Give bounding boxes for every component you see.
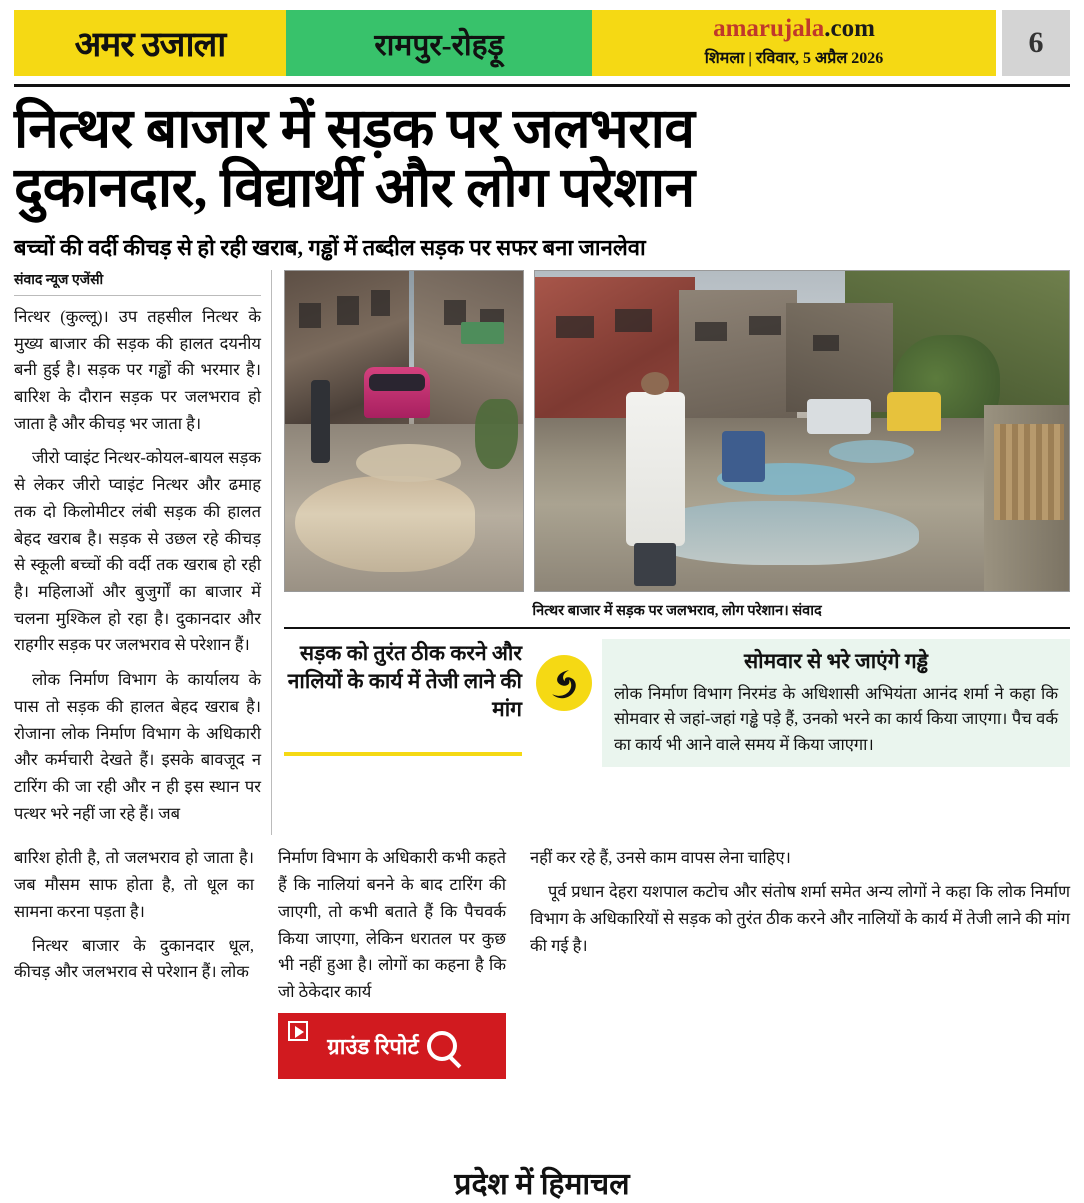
headline-line-2: दुकानदार, विद्यार्थी और लोग परेशान (14, 157, 695, 219)
lead-column (14, 270, 272, 836)
masthead-logo-text: अमर उजाला (74, 24, 226, 64)
demand-callout (284, 639, 536, 768)
masthead-edition-text: रामपुर-रोहड़ू (374, 28, 504, 62)
official-statement-heading: सोमवार से भरे जाएंगे गड्ढे (743, 648, 929, 673)
masthead-edition (286, 10, 592, 76)
lead-paragraph: नित्थर (कुल्लू)। उप तहसील नित्थर के मुख्य बाजार की सड़क की हालत दयनीय बनी हुई है। सड़क पर गड्ढों की भरमार है। बारिश के दौरान सड़क पर जलभराव हो जाता है और कीचड़ भर जाता है। (14, 306, 261, 433)
demand-underline (284, 752, 522, 756)
bottom-strip-text: प्रदेश में हिमाचल (454, 1168, 630, 1201)
lower-paragraph: बारिश होती है, तो जलभराव हो जाता है। जब मौसम साफ होता है, तो धूल का सामना करना पड़ता है। (14, 848, 254, 921)
main-content (14, 270, 1070, 836)
site-name-text: amarujala (713, 15, 825, 43)
official-statement-text: लोक निर्माण विभाग निरमंड के अधिशासी अभियंता आनंद शर्मा ने कहा कि सोमवार से जहां-जहां गड्ढे पड़े हैं, उनको भरने का कार्य किया जाएगा। पैच वर्क का कार्य भी आने वाले समय में किया जाएगा। (614, 683, 1058, 754)
bottom-strip (14, 1162, 1070, 1201)
page-title (14, 99, 1070, 218)
ground-report-badge[interactable] (278, 1013, 506, 1079)
photo-group (284, 270, 1070, 592)
feature-row (284, 639, 1070, 768)
lower-paragraph: पूर्व प्रधान देहरा यशपाल कटोच और संतोष शर्मा समेत अन्य लोगों ने कहा कि लोक निर्माण विभाग के अधिकारियों से सड़क को तुरंत ठीक करने और नालियों के कार्य में तेजी लाने की मांग की गई है। (530, 882, 1070, 955)
page-number: 6 (1028, 26, 1044, 59)
page-number-box (1002, 10, 1070, 76)
play-icon (288, 1021, 308, 1041)
lower-column-right (518, 845, 1070, 1086)
demand-heading: सड़क को तुरंत ठीक करने और नालियों के कार्य में तेजी लाने की मांग (287, 640, 522, 722)
lower-column-left (14, 845, 266, 1086)
masthead-website-block (592, 10, 996, 76)
photo-street-with-pedestrian (534, 270, 1070, 592)
lower-paragraph: निर्माण विभाग के अधिकारी कभी कहते हैं कि नालियां बनने के बाद टारिंग की जाएगी, तो कभी बताते हैं कि पैचवर्क किया जाएगा, लेकिन धरातल पर कुछ भी नहीं हुआ है। लोगों का कहना है कि जो ठेकेदार कार्य (278, 848, 506, 1002)
newspaper-page (0, 10, 1084, 1201)
lower-columns (14, 845, 1070, 1086)
lead-paragraph: लोक निर्माण विभाग के कार्यालय के पास तो सड़क की हालत बेहद खराब है। रोजाना लोक निर्माण विभाग के अधिकारी और कर्मचारी देखते हैं। इसके बावजूद न टारिंग की जा रही और न ही इस स्थान पर पत्थर भरे नहीं जा रहे हैं। जब (14, 670, 261, 823)
byline: संवाद न्यूज एजेंसी (14, 270, 261, 296)
magnifier-icon (427, 1031, 457, 1061)
masthead-site-name[interactable] (713, 16, 875, 42)
subheadline: बच्चों की वर्दी कीचड़ से हो रही खराब, गड्ढों में तब्दील सड़क पर सफर बना जानलेवा (14, 234, 646, 260)
headline-line-1: नित्थर बाजार में सड़क पर जलभराव (14, 98, 695, 159)
masthead-dateline: शिमला | रविवार, 5 अप्रैल 2026 (704, 49, 884, 67)
site-domain-text: .com (824, 15, 875, 43)
swirl-icon (536, 655, 592, 711)
photo-street-with-car (284, 270, 524, 592)
official-statement-box (602, 639, 1070, 768)
masthead-divider (14, 84, 1070, 87)
photo-caption: नित्थर बाजार में सड़क पर जलभराव, लोग परेशान। संवाद (284, 592, 1070, 629)
lower-column-middle (266, 845, 518, 1086)
lead-text (14, 304, 261, 828)
photo-column (272, 270, 1070, 836)
masthead-logo[interactable] (14, 10, 286, 76)
ground-report-label: ग्राउंड रिपोर्ट (327, 1033, 419, 1059)
lead-paragraph: जीरो प्वाइंट नित्थर-कोयल-बायल सड़क से लेकर जीरो प्वाइंट नित्थर और ढमाह तक दो किलोमीटर लंबी सड़क की हालत बेहद खराब है। सड़क से उछल रहे कीचड़ से स्कूली बच्चों की वर्दी तक खराब हो रही है। महिलाओं और बुजुर्गों का बाजार में चलना मुश्किल हो रहा है। दुकानदार और राहगीर सड़क पर जलभराव से परेशान हैं। (14, 448, 261, 655)
lower-paragraph: नहीं कर रहे हैं, उनसे काम वापस लेना चाहिए। (530, 848, 791, 868)
masthead (14, 10, 1070, 76)
lower-paragraph: नित्थर बाजार के दुकानदार धूल, कीचड़ और जलभराव से परेशान हैं। लोक (14, 935, 254, 982)
